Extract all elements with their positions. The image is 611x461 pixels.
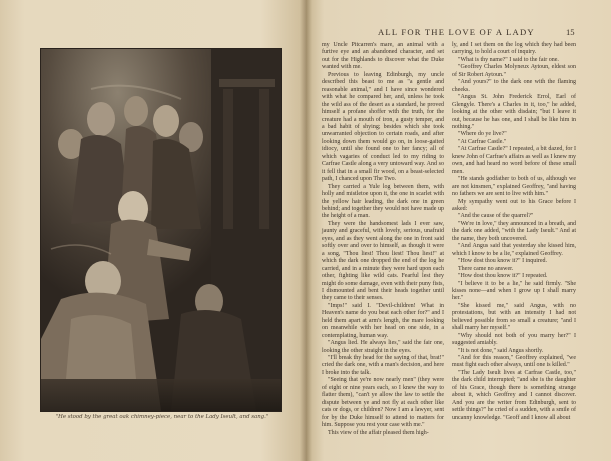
paragraph: "And yours?" to the dark one with the flaming cheeks.: [452, 79, 576, 93]
paragraph: "Where do ye live?": [458, 131, 507, 138]
paragraph: My sympathy went out to his Grace before I asked:: [452, 198, 576, 212]
paragraph: ly, and I set them on the log which they had been carrying, to hold a court of inquiry.: [452, 42, 576, 56]
illustration-image: [41, 49, 281, 411]
paragraph: Previous to leaving Edinburgh, my uncle described this beast to me as "a gentle and reasonable animal," and I have since wondered with what he compared her, and, unless he took the wild ass of the desert as a standard, he proved himself a profane shoffer with the truth, for the creature had a mouth of iron, a gusty temper, and a bad habit of shying; besides which she took unwarranted objection to certain roads, and after looking down them would go on, in loose-gaited idiocy, until she found one to her fancy; all of which vagaries of conduct led to my riding to Carfrae Castle along a very untoward way. And so it fell that in a small fir wood, on a beast-selected path, I chanced upon The Two.: [322, 71, 444, 183]
paragraph: "Seeing that ye're now nearly men" (they were of eight or nine years each, so I knew the way to flatter them), "can't ye allow the law to settle the dispute between ye and not fly at each other like cats or dogs, or children? Now I am a lawyer, sent for by the Duke himself to attend to matters for him. Suppose you rest your case with me.": [322, 377, 444, 429]
paragraph: They were the handsomest lads I ever saw, jaunty and graceful, with lovely, serious, unafraid eyes, and as they went along the one in front said softly over and over to himself, as though it were a song, "Thou liest! Thou liest! Thou liest!" at which the dark one dropped the end of the log he carried, and in a minute they were hard upon each other, fighting like wild cats. Fearful lest they might do some damage, even with their puny fists, I dismounted and bent their heads together until they came to their senses.: [322, 220, 444, 302]
paragraph: "How dost thou know it?" I inquired.: [458, 258, 548, 265]
paragraph: "I'll break thy head for the saying of that, brat!" cried the dark one, with a man's decision, and here I broke into the talk.: [322, 355, 444, 376]
paragraph: "Geoffrey Charles Molyneux Aytoun, eldest son of Sir Robert Aytoun.": [452, 64, 576, 78]
paragraph: "And Angus said that yesterday she kissed him, which I know to be a lie," explained Geoffrey.: [452, 243, 576, 257]
paragraph: "Angus St. John Frederick Errol, Earl of Glengyle. There's a Charles in it, too," he added, looking at the other with disdain; "but I leave it out, because he has one, and I shall be like him in nothing.": [452, 94, 576, 130]
paragraph: my Uncle Pitcarren's mare, an animal with a furtive eye and an abandoned character, and set out for the Highlands to discover what the Duke wanted with me.: [322, 42, 444, 71]
paragraph: "Why should not both of you marry her?" I suggested amiably.: [452, 332, 576, 347]
paragraph: "We're in love," they announced in a breath, and the dark one added, "with the Lady Iseult." And at the name, they both uncovered.: [452, 220, 576, 242]
paragraph: There came no answer.: [458, 265, 514, 272]
paragraph: "Angus lied. He always lies," said the fair one, looking the other straight in the eyes.: [322, 340, 444, 354]
paragraph: "Imps!" said I. "Devil-children! What in Heaven's name do you beat each other for?" and I held them apart at arm's length, the mare looking on meanwhile with her head on one side, in a contemplating, human way.: [322, 302, 444, 339]
paragraph: "And the cause of the quarrel?": [458, 213, 534, 220]
paragraph: This view of the affair pleased them high-: [328, 429, 429, 436]
illustration-caption: "He stood by the great oak chimney-piece, near to the Lady Iseult, and sang.": [55, 414, 269, 420]
illustration-plate: [40, 48, 282, 412]
paragraph: They carried a Yule log between them, with holly and mistletoe upon it, the one in scarlet with the yellow hair leading, the dark one in green behind; and together they would not have made up the height of a man.: [322, 183, 444, 220]
paragraph: "At Carfrae Castle?" I repeated, a bit dazed, for I knew John of Carfrae's affairs as well as I knew my own, and had heard no word before of these small men.: [452, 146, 576, 175]
text-column-right: [452, 42, 576, 422]
running-head: ALL FOR THE LOVE OF A LADY: [378, 27, 535, 37]
paragraph: "I believe it to be a lie," he said firmly. "She kisses none—and when I grow up I shall marry her.": [452, 280, 576, 302]
paragraph: "At Carfrae Castle.": [458, 138, 507, 145]
paragraph: "And for this reason," Geoffrey explained, "we must fight each other always, until one is killed.": [452, 355, 576, 369]
paragraph: "The Lady Iseult lives at Carfrae Castle, too," the dark child interrupted; "and she is the daughter of his Grace, though there is something strange about it, which Geoffrey and I cannot discover. And you are the writer from Edinburgh, sent to settle things?" he cried of a sudden, with a smile of uncanny knowledge. "Geoff and I know all about: [452, 369, 576, 421]
paragraph: "She kissed me," said Angus, with no protestations, but with an intensity I had not believed possible from so small a creature; "and I shall marry her myself.": [452, 302, 576, 332]
paragraph: "What is thy name?" I said to the fair one.: [458, 56, 559, 63]
paragraph: "It is not done," said Angus shortly.: [458, 347, 544, 354]
page-number: 15: [566, 27, 575, 37]
text-column-left: [322, 42, 444, 437]
paragraph: "He stands godfather to both of us, although we are not kinsmen," explained Geoffrey, "and having no fathers we are sent to live with him.": [452, 176, 576, 198]
book-gutter: [300, 0, 312, 461]
paragraph: "How dost thou know it?" I repeated.: [458, 273, 548, 280]
